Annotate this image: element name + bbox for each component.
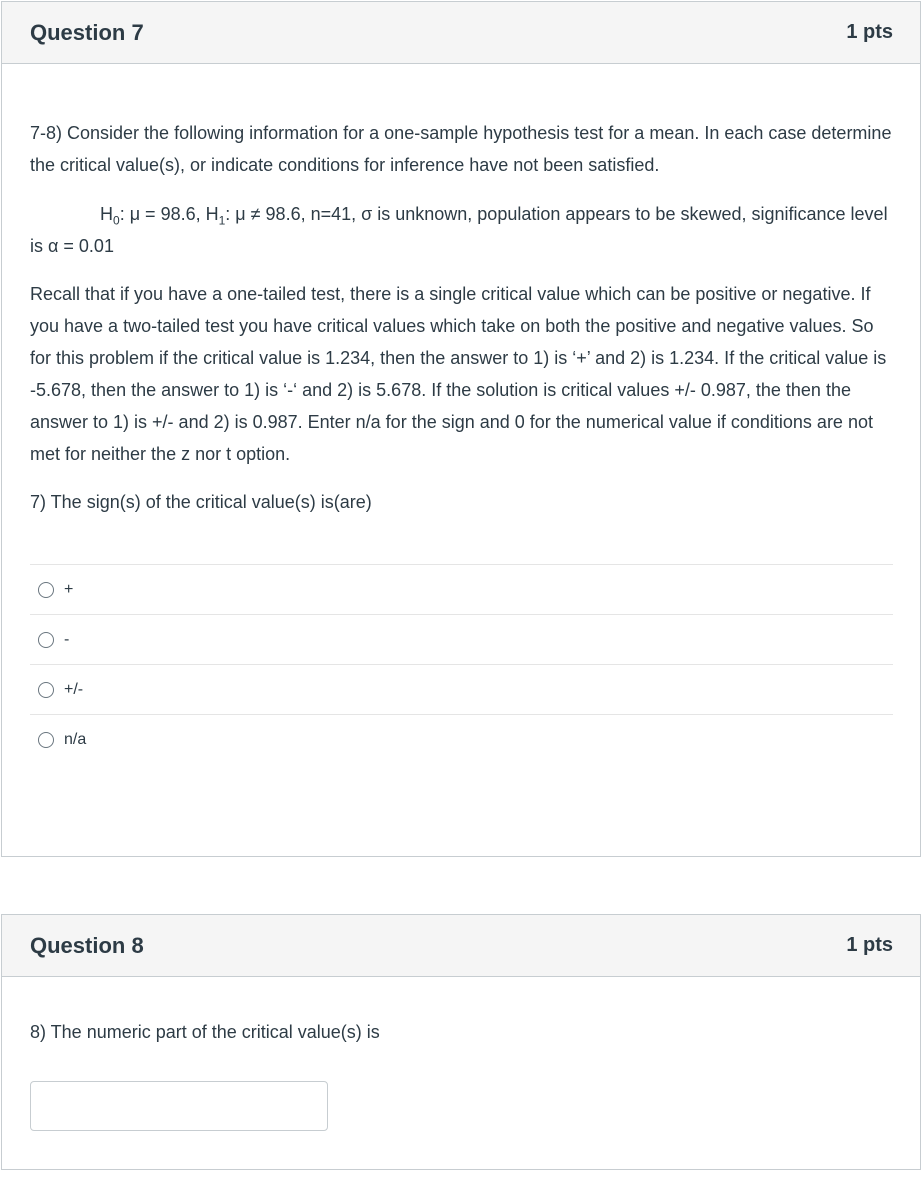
question-7-prompt: 7) The sign(s) of the critical value(s) is(are) [30, 492, 372, 512]
question-7-points: 1 pts [846, 21, 893, 43]
question-8-card [1, 914, 921, 1170]
h1-rest: : μ ≠ 98.6, n=41, σ is unknown, population appears to be skewed, significance level is α = 0.01 [30, 204, 888, 256]
numeric-answer-input[interactable] [30, 1081, 328, 1131]
answer-options [30, 564, 893, 765]
radio-button[interactable] [38, 582, 54, 598]
question-8-prompt: 8) The numeric part of the critical value(s) is [30, 1022, 380, 1042]
h1-letter: H [205, 204, 219, 224]
answer-option-na[interactable] [30, 715, 893, 765]
question-8-header [2, 915, 920, 977]
answer-label: - [64, 630, 70, 648]
answer-option-plus-minus[interactable] [30, 665, 893, 715]
answer-option-plus[interactable] [30, 565, 893, 615]
question-7-header [2, 2, 920, 64]
hypothesis-statement [30, 198, 893, 262]
radio-button[interactable] [38, 732, 54, 748]
answer-label: + [64, 580, 74, 598]
h1-subscript: 1 [218, 213, 226, 228]
question-7-body [2, 117, 920, 765]
question-8-body [2, 1016, 920, 1131]
radio-button[interactable] [38, 632, 54, 648]
h0-rest: : μ = 98.6, [119, 204, 206, 224]
answer-label: +/- [64, 680, 84, 698]
question-8-points: 1 pts [846, 934, 893, 956]
h0-letter: H [100, 204, 113, 224]
radio-button[interactable] [38, 682, 54, 698]
question-7-card [1, 1, 921, 857]
question-7-intro: 7-8) Consider the following information for a one-sample hypothesis test for a mean. In each case determine the critical value(s), or indicate conditions for inference have not been satisfied. [30, 123, 892, 175]
question-8-title: Question 8 [30, 932, 144, 958]
answer-label: n/a [64, 731, 87, 748]
question-7-title: Question 7 [30, 19, 144, 45]
recall-instructions: Recall that if you have a one-tailed test, there is a single critical value which can be positive or negative. If you have a two-tailed test you have critical values which take on both the positive and negative values. So for this problem if the critical value is 1.234, then the answer to 1) is ‘+’ and 2) is 1.234. If the critical value is -5.678, then the answer to 1) is ‘-‘ and 2) is 5.678. If the solution is critical values +/- 0.987, the then the answer to 1) is +/- and 2) is 0.987. Enter n/a for the sign and 0 for the numerical value if conditions are not met for neither the z nor t option. [30, 284, 887, 464]
h0-subscript: 0 [113, 213, 120, 228]
answer-option-minus[interactable] [30, 615, 893, 665]
